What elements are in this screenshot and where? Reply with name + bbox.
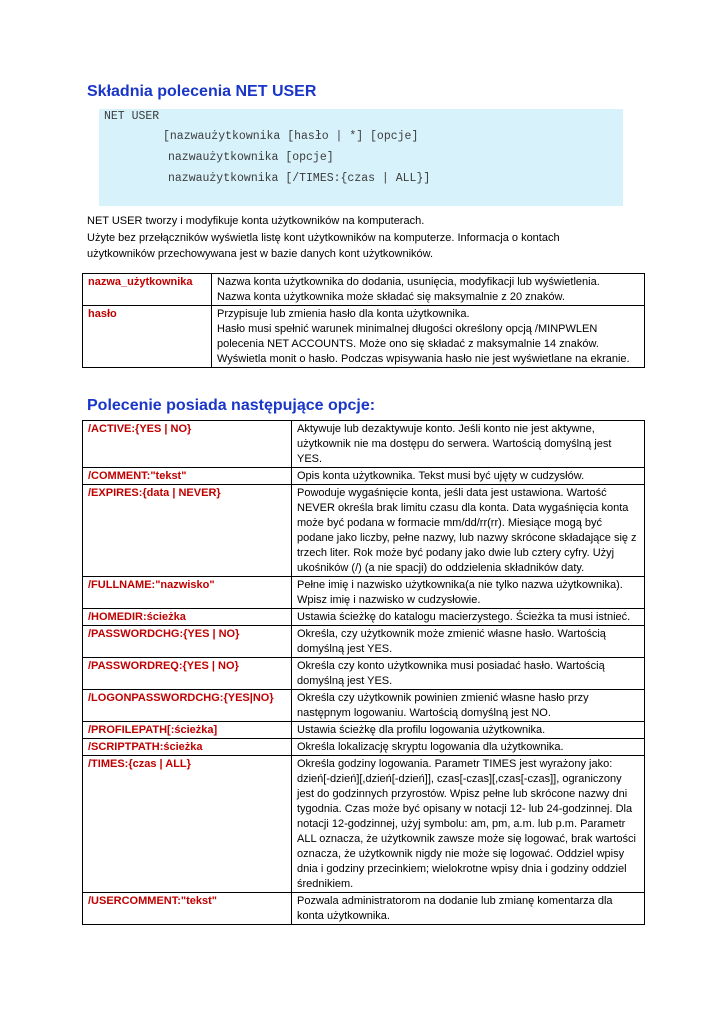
intro-line: Użyte bez przełączników wyświetla listę kont użytkowników na komputerze. Informacja o kontach <box>87 231 560 244</box>
option-key: /ACTIVE:{YES | NO} <box>83 421 292 468</box>
option-description <box>292 577 645 609</box>
options-table <box>82 420 645 925</box>
option-description <box>292 722 645 739</box>
description-line: Przypisuje lub zmienia hasło dla konta użytkownika. <box>217 308 470 320</box>
option-description <box>292 739 645 756</box>
option-description <box>212 306 645 368</box>
option-description <box>292 690 645 722</box>
option-row <box>83 722 645 739</box>
option-key: /PASSWORDREQ:{YES | NO} <box>83 658 292 690</box>
description-line: domyślną jest YES. <box>297 643 393 655</box>
option-key: /HOMEDIR:ścieżka <box>83 609 292 626</box>
option-key: /TIMES:{czas | ALL} <box>83 756 292 893</box>
parameter-row <box>83 274 645 306</box>
option-description <box>292 893 645 925</box>
option-row <box>83 421 645 468</box>
description-line: Hasło musi spełnić warunek minimalnej długości określony opcją /MINPWLEN <box>217 323 598 335</box>
description-line: Określa czy konto użytkownika musi posiadać hasło. Wartością <box>297 660 605 672</box>
description-line: konta użytkownika. <box>297 910 390 922</box>
option-row <box>83 756 645 893</box>
description-line: Powoduje wygaśnięcie konta, jeśli data jest ustawiona. Wartość <box>297 487 607 499</box>
option-row <box>83 893 645 925</box>
description-line: notacji 12-godzinnej, użyj symbolu: am, pm, a.m. lub p.m. Parametr <box>297 818 626 830</box>
description-line: Nazwa konta użytkownika do dodania, usunięcia, modyfikacji lub wyświetlenia. <box>217 276 600 288</box>
description-line: Wpisz imię i nazwisko w cudzysłowie. <box>297 594 481 606</box>
description-line: Określa czy użytkownik powinien zmienić własne hasło przy <box>297 692 589 704</box>
description-line: tygodnia. Czas może być opisany w notacji 12- lub 24-godzinnej. Dla <box>297 803 633 815</box>
intro-line: użytkowników przechowywana jest w bazie danych kont użytkowników. <box>87 248 434 260</box>
description-line: domyślną jest YES. <box>297 675 393 687</box>
description-line: Aktywuje lub dezaktywuje konto. Jeśli konto nie jest aktywne, <box>297 423 595 435</box>
option-key: /LOGONPASSWORDCHG:{YES|NO} <box>83 690 292 722</box>
description-line: Opis konta użytkownika. Tekst musi być ujęty w cudzysłów. <box>297 470 585 482</box>
option-key: /EXPIRES:{data | NEVER} <box>83 485 292 577</box>
description-line: dnia i godziny przecinkiem; wielokrotne wpisy dnia i godziny oddziel <box>297 863 627 875</box>
code-line: [nazwaużytkownika [hasło | *] [opcje] <box>163 130 419 143</box>
description-line: może być podana w formacie mm/dd/rr(rr). Miesiące mogą być <box>297 517 603 529</box>
option-key: /COMMENT:"tekst" <box>83 468 292 485</box>
option-key: /SCRIPTPATH:ścieżka <box>83 739 292 756</box>
option-description <box>292 421 645 468</box>
description-line: ukośników (/) (a nie spacji) do oddzielenia składników daty. <box>297 562 585 574</box>
description-line: trzech liter. Rok może być podany jako dwie lub cztery cyfry. Użyj <box>297 547 615 559</box>
option-description <box>292 756 645 893</box>
description-line: jest do godzinnych przyrostów. Wpisz pełne lub skrócone nazwy dni <box>297 788 628 800</box>
option-key: /PASSWORDCHG:{YES | NO} <box>83 626 292 658</box>
option-key: /PROFILEPATH[:ścieżka] <box>83 722 292 739</box>
option-row <box>83 626 645 658</box>
description-line: następnym logowaniu. Wartością domyślną jest NO. <box>297 707 551 719</box>
description-line: Pełne imię i nazwisko użytkownika(a nie tylko nazwa użytkownika). <box>297 579 623 591</box>
option-description <box>292 468 645 485</box>
option-description <box>212 274 645 306</box>
description-line: Określa godziny logowania. Parametr TIMES jest wyrażony jako: <box>297 758 613 770</box>
code-line: nazwaużytkownika [/TIMES:{czas | ALL}] <box>168 172 431 185</box>
description-line: dzień[-dzień][,dzień[-dzień]], czas[-czas][,czas[-czas]], ograniczony <box>297 773 622 785</box>
option-row <box>83 577 645 609</box>
option-row <box>83 739 645 756</box>
parameter-row <box>83 306 645 368</box>
option-row <box>83 485 645 577</box>
option-row <box>83 658 645 690</box>
option-description <box>292 626 645 658</box>
option-row <box>83 468 645 485</box>
option-description <box>292 609 645 626</box>
description-line: oznacza, że użytkownik nigdy nie może się logować. Oddziel wpisy <box>297 848 625 860</box>
description-line: podane jako liczby, pełne nazwy, lub nazwy skrócone składające się z <box>297 532 637 544</box>
description-line: polecenia NET ACCOUNTS. Może ono się składać z maksymalnie 14 znaków. <box>217 338 599 350</box>
syntax-heading: Składnia polecenia NET USER <box>87 83 317 100</box>
option-description <box>292 485 645 577</box>
description-line: Wyświetla monit o hasło. Podczas wpisywania hasło nie jest wyświetlane na ekranie. <box>217 353 630 365</box>
intro-line: NET USER tworzy i modyfikuje konta użytkowników na komputerach. <box>87 215 425 227</box>
option-key: /FULLNAME:"nazwisko" <box>83 577 292 609</box>
option-key: nazwa_użytkownika <box>83 274 212 306</box>
description-line: Ustawia ścieżkę dla profilu logowania użytkownika. <box>297 724 546 736</box>
intro-paragraph <box>87 213 647 263</box>
option-row <box>83 690 645 722</box>
description-line: Nazwa konta użytkownika może składać się maksymalnie z 20 znaków. <box>217 291 565 303</box>
description-line: średnikiem. <box>297 878 354 890</box>
code-line: nazwaużytkownika [opcje] <box>168 151 334 164</box>
description-line: Określa lokalizację skryptu logowania dla użytkownika. <box>297 741 564 753</box>
description-line: Określa, czy użytkownik może zmienić własne hasło. Wartością <box>297 628 606 640</box>
description-line: użytkownik nie ma dostępu do serwera. Wartością domyślną jest YES. <box>297 438 612 465</box>
code-line: NET USER <box>104 110 160 123</box>
option-key: hasło <box>83 306 212 368</box>
description-line: Pozwala administratorom na dodanie lub zmianę komentarza dla <box>297 895 613 907</box>
syntax-code-block <box>99 109 623 206</box>
option-row <box>83 609 645 626</box>
parameters-table <box>82 273 645 368</box>
description-line: Ustawia ścieżkę do katalogu macierzystego. Ścieżka ta musi istnieć. <box>297 611 631 623</box>
option-key: /USERCOMMENT:"tekst" <box>83 893 292 925</box>
description-line: NEVER określa brak limitu czasu dla konta. Data wygaśnięcia konta <box>297 502 629 514</box>
option-description <box>292 658 645 690</box>
description-line: ALL oznacza, że użytkownik zawsze może się logować, brak wartości <box>297 833 636 845</box>
options-heading: Polecenie posiada następujące opcje: <box>87 397 376 414</box>
